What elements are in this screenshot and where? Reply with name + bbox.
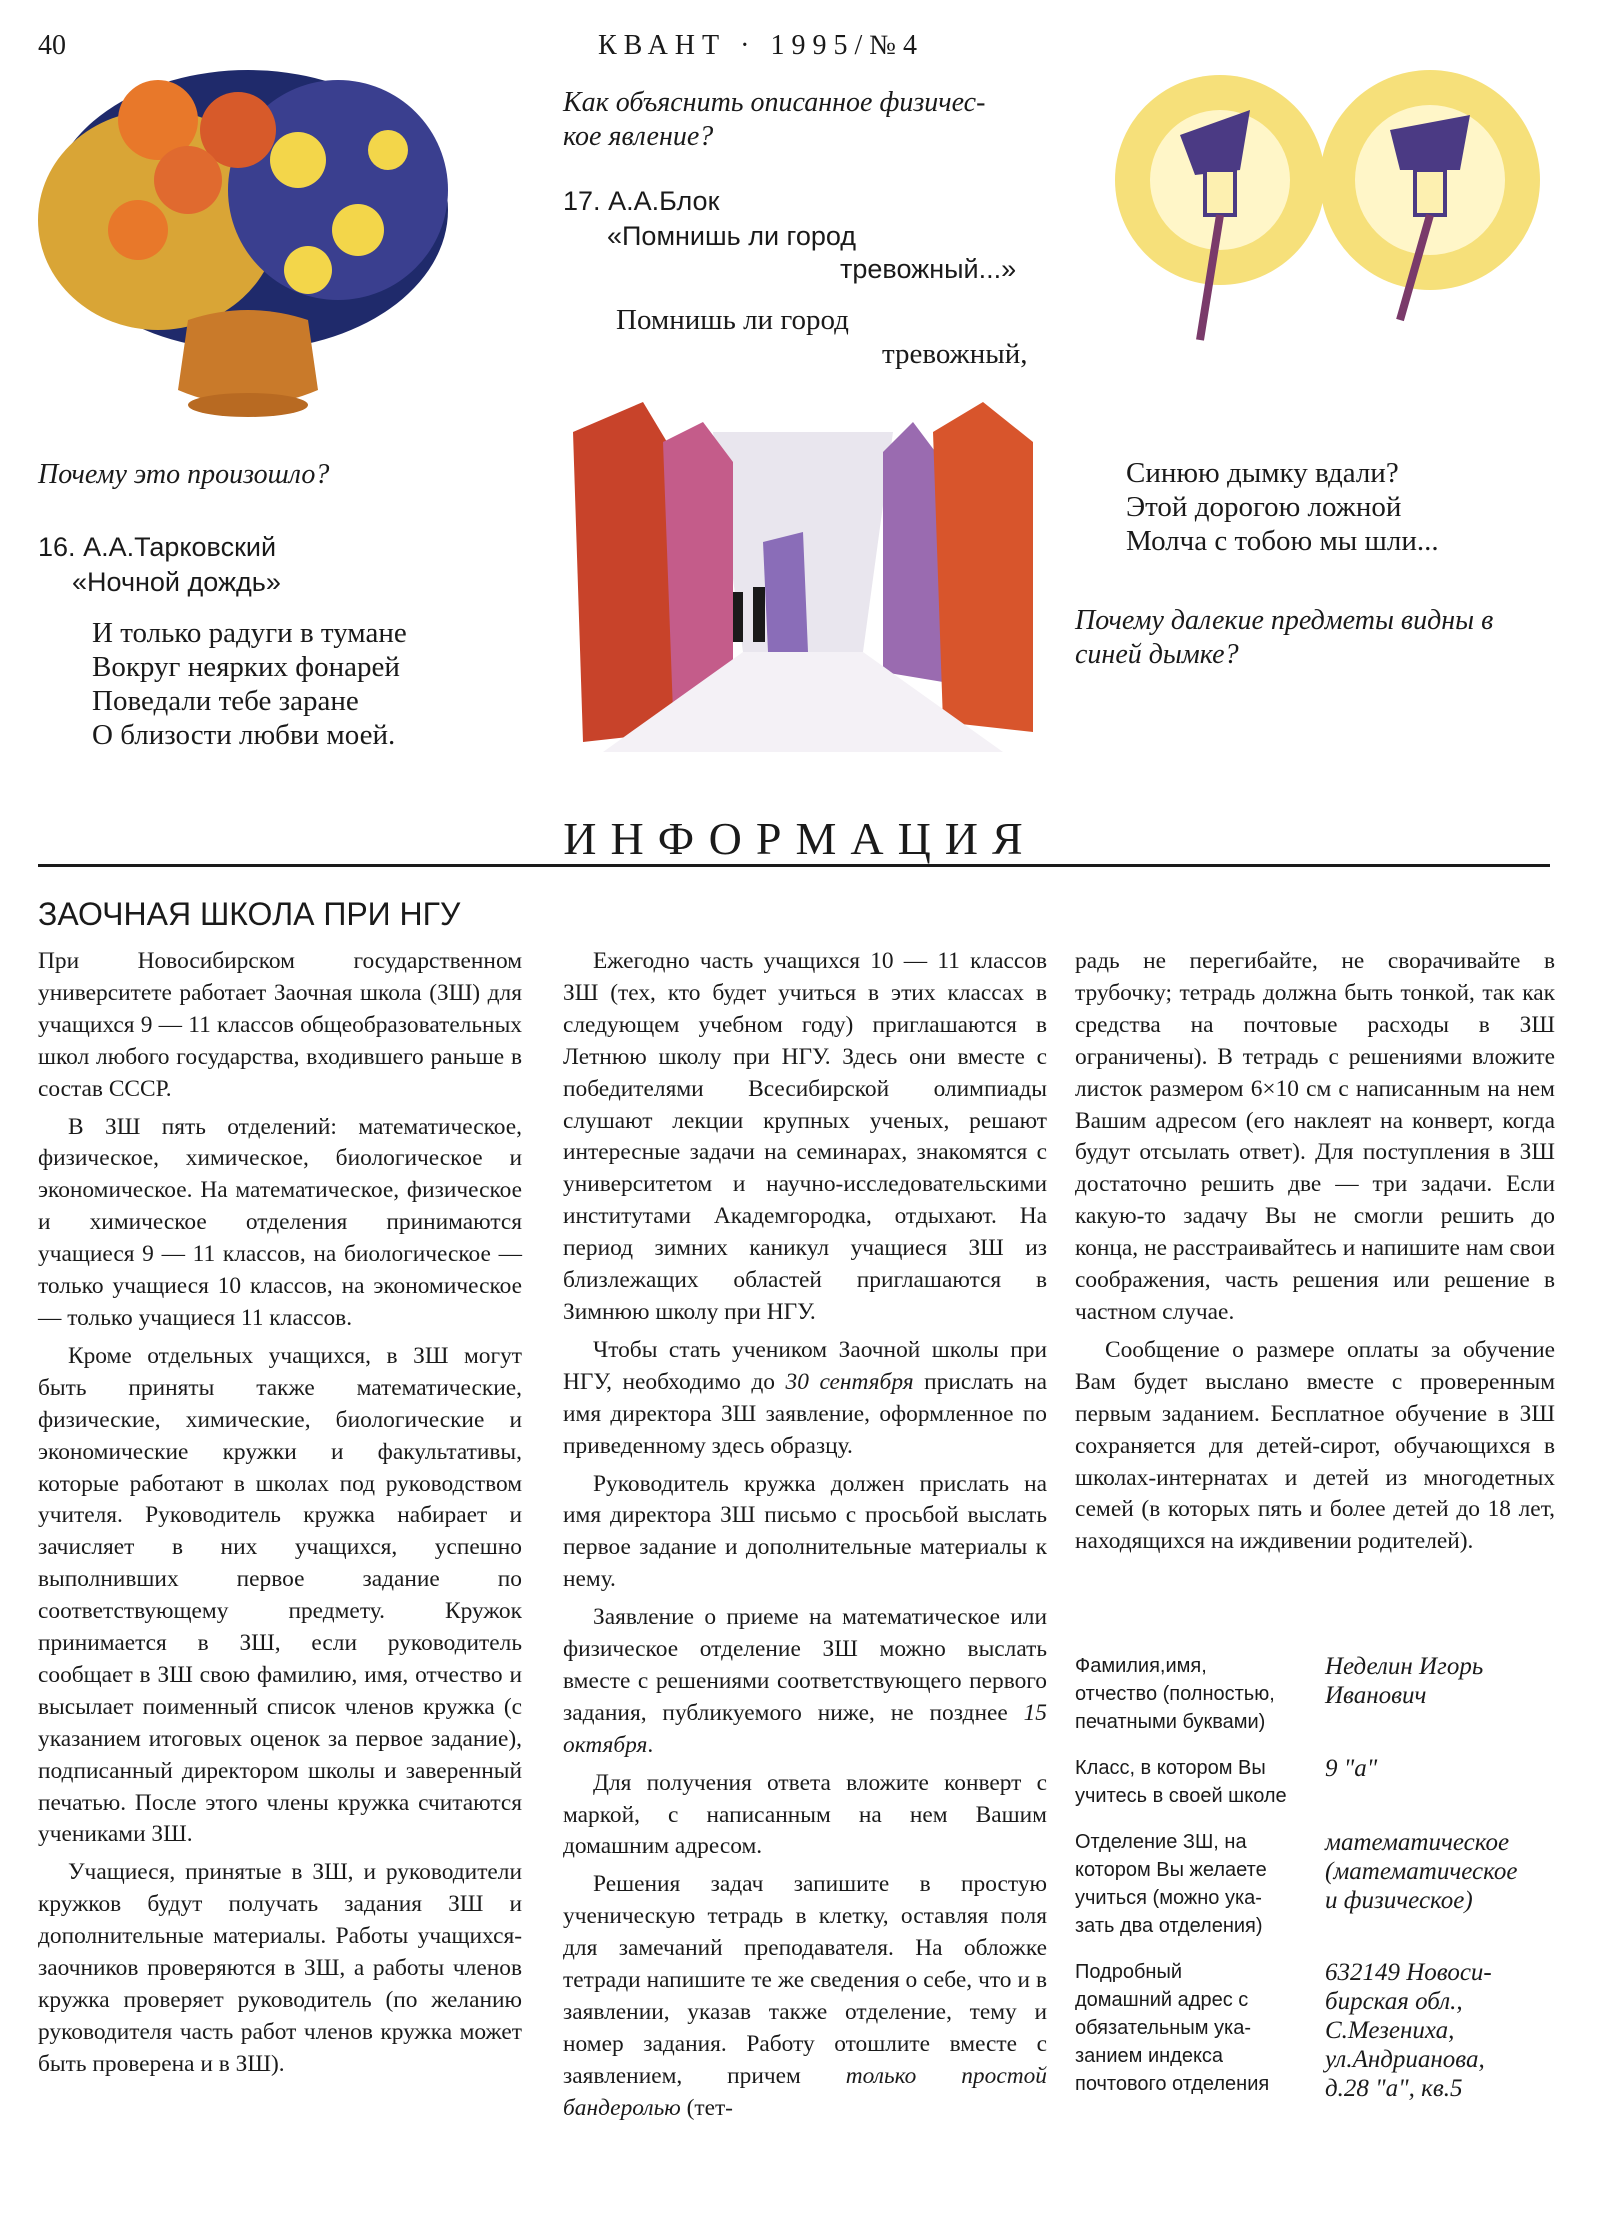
poem-16-title: «Ночной дождь» [72,567,281,597]
question-16: Почему это произошло? [38,459,330,490]
label-line: котором Вы желаете [1075,1859,1267,1881]
poem-line: Синюю дымку вдали? [1126,457,1399,489]
label-line: обязательным ука- [1075,2017,1252,2039]
poem-16-heading [38,530,276,565]
emphasis: только простой бандеролью [563,2062,1047,2121]
item-number: 16. [38,532,76,562]
article-column-3 [1075,946,1555,1564]
label-line: Фамилия,имя, [1075,1655,1207,1677]
poem-17-title-line1: «Помнишь ли город [607,221,857,251]
label-line: учитесь в своей школе [1075,1785,1287,1807]
poem-line: Этой дорогою ложной [1126,491,1402,523]
journal-header: КВАНТ · 1995/№4 [598,30,924,61]
value-line: 9 "а" [1325,1755,1378,1782]
label-line: зать два отделения) [1075,1915,1263,1937]
label-line: занием индекса [1075,2045,1224,2067]
article-column-2 [563,946,1047,2131]
text: Решения задач запишите в простую ученическую тетрадь в клетку, оставляя поля для замечаний преподавателя. На обложке тетради напишите те же сведения о себе, что и в заявлении, указав также отделение, тему и номер задания. Работу отошлите вместе с заявлением, причем [563,1871,1047,2089]
value-line: 632149 Новоси- [1325,1959,1492,1986]
text: Чтобы стать учеником Заочной школы при НГУ, необходимо до [563,1336,1047,1395]
poem-17-heading [563,184,719,219]
poem-17-line1: Помнишь ли город [616,304,849,336]
label-line: отчество (полностью, [1075,1683,1275,1705]
form-label [1075,1828,1325,1940]
question-line: кое явление? [563,121,714,152]
form-value [1325,1754,1555,1810]
section-divider [38,864,1550,867]
value-line: бирская обл., [1325,1988,1463,2015]
text: прислать на имя директора ЗШ заявление, оформленное по приведенному здесь образцу. [563,1368,1047,1459]
paragraph: Для получения ответа вложите конверт с маркой, с написанным на нем Вашим домашним адресом. [563,1769,1047,1860]
form-row-name [1075,1652,1555,1736]
value-line: д.28 "а", кв.5 [1325,2075,1463,2102]
paragraph: радь не перегибайте, не сворачивайте в трубочку; тетрадь должна быть тонкой, так как средства на почтовые расходы в ЗШ ограничены). В тетрадь с решениями вложите листок размером 6×10 см с написанным на нем Вашим адресом (его наклеят на конверт, когда будут отсылать ответ). Для поступления в ЗШ достаточно решить две — три задачи. Если какую-то задачу Вы не смогли решить до конца, не расстраивайтесь и напишите нам свои соображения, часть решения или решение в частном случае. [1075,948,1555,1325]
paragraph [563,1335,1047,1463]
form-row-address [1075,1958,1555,2103]
form-label [1075,1754,1325,1810]
form-value [1325,1958,1555,2103]
paragraph: Кроме отдельных учащихся, в ЗШ могут быть приняты также математические, физические, химические, биологические и экономические кружки и факультативы, которые работают в школах под руководством учителя. Руководитель кружка набирает и зачисляет в них учащихся, успешно выполнивших первое задание по соответствующему предмету. Кружок принимается в ЗШ, если руководитель сообщает в ЗШ свою фамилию, имя, отчество и высылает поименный список членов кружка (с указанием итоговых оценок за первое задание), подписанный директором школы и заверенный печатью. После этого члены кружка считаются учениками ЗШ. [38,1342,522,1848]
form-row-department [1075,1828,1555,1940]
value-line: ул.Андрианова, [1325,2046,1485,2073]
form-value [1325,1652,1555,1736]
item-number: 17. [563,186,601,216]
text: . [647,1731,654,1758]
label-line: Подробный [1075,1961,1183,1983]
text: (тет- [680,2094,733,2121]
label-line: печатными буквами) [1075,1711,1266,1733]
question-line: Как объяснить описанное физичес- [563,87,986,118]
paragraph [563,1602,1047,1762]
question-17 [1075,604,1493,672]
poem-author: А.А.Тарковский [83,532,277,562]
deadline-date: 15 октября [563,1699,1047,1758]
sample-application-form [1075,1652,1555,2121]
label-line: домашний адрес с [1075,1989,1249,2011]
value-line: математическое [1325,1829,1510,1856]
paragraph [563,1869,1047,2124]
value-line: и физическое) [1325,1887,1473,1914]
street-lanterns-illustration [1100,40,1580,360]
section-title: ИНФОРМАЦИЯ [563,813,1037,864]
paragraph: Ежегодно часть учащихся 10 — 11 классов ЗШ (тех, кто будет учиться в этих классах в следующем учебном году) приглашаются в Летнюю школу при НГУ. Здесь они вместе с победителями Всесибирской олимпиады слушают лекции крупных ученых, решают интересные задачи на семинарах, знакомятся с университетом и научно-исследовательскими институтами Академгородка, отдыхают. На период зимних каникул учащиеся ЗШ из близлежащих областей приглашаются в Зимнюю школу при НГУ. [563,948,1047,1325]
poem-line: Поведали тебе заране [92,685,359,717]
poem-17-title-line2: тревожный...» [840,254,1017,284]
page-number: 40 [38,30,66,61]
old-street-illustration [563,392,1053,752]
paragraph: Руководитель кружка должен прислать на имя директора ЗШ письмо с просьбой выслать первое задание и дополнительные материалы к нему. [563,1470,1047,1593]
article-title: ЗАОЧНАЯ ШКОЛА ПРИ НГУ [38,896,461,932]
value-line: Неделин Игорь [1325,1653,1484,1680]
poem-16-text [92,616,407,752]
paragraph: При Новосибирском государственном университете работает Заочная школа (ЗШ) для учащихся 9 — 11 классов общеобразовательных школ любого государства, входившего раньше в состав СССР. [38,948,522,1102]
form-label [1075,1652,1325,1736]
label-line: Класс, в котором Вы [1075,1757,1266,1779]
poem-17-line2: тревожный, [882,338,1028,370]
question-line: Почему далекие предметы видны в [1075,605,1494,636]
paragraph: Учащиеся, принятые в ЗШ, и руководители кружков будут получать задания ЗШ и дополнительные материалы. Работы учащихся-заочников проверяются в ЗШ, а работы членов кружка проверяет руководитель (по желанию руководителя часть работ членов кружка может быть проверена и в ЗШ). [38,1859,522,2077]
label-line: Отделение ЗШ, на [1075,1831,1247,1853]
text: Заявление о приеме на математическое или физическое отделение ЗШ можно выслать вместе с решениями соответствующего первого задания, публикуемого ниже, не позднее [563,1604,1047,1726]
question-line: синей дымке? [1075,639,1239,670]
form-value [1325,1828,1555,1940]
poem-line: О близости любви моей. [92,719,396,751]
poem-line: И только радуги в тумане [92,617,407,649]
flowers-in-vase-illustration [38,60,458,450]
poem-17-continuation [1126,456,1439,558]
article-column-1 [38,946,522,2087]
poem-line: Вокруг неярких фонарей [92,651,400,683]
paragraph: Сообщение о размере оплаты за обучение Вам будет выслано вместе с проверенным первым заданием. Бесплатное обучение в ЗШ сохраняется для детей-сирот, обучающихся в школах-интернатах и детей из многодетных семей (в которых пять и более детей до 18 лет, находящихся на иждивении родителей). [1075,1336,1555,1555]
label-line: почтового отделения [1075,2073,1270,2095]
deadline-date: 30 сентября [785,1368,914,1395]
value-line: (математическое [1325,1858,1518,1885]
paragraph: В ЗШ пять отделений: математическое, физическое, химическое, биологическое и экономическое. На математическое, физическое и химическое отделения принимаются учащиеся 9 — 11 классов, на биологическое — только учащиеся 10 классов, на экономическое — только учащиеся 11 классов. [38,1113,522,1331]
poem-author: А.А.Блок [608,186,720,216]
value-line: Иванович [1325,1682,1427,1709]
form-row-class [1075,1754,1555,1810]
label-line: учиться (можно ука- [1075,1887,1262,1909]
question-16-followup [563,86,985,154]
form-label [1075,1958,1325,2103]
poem-line: Молча с тобою мы шли... [1126,525,1439,557]
value-line: С.Мезениха, [1325,2017,1455,2044]
